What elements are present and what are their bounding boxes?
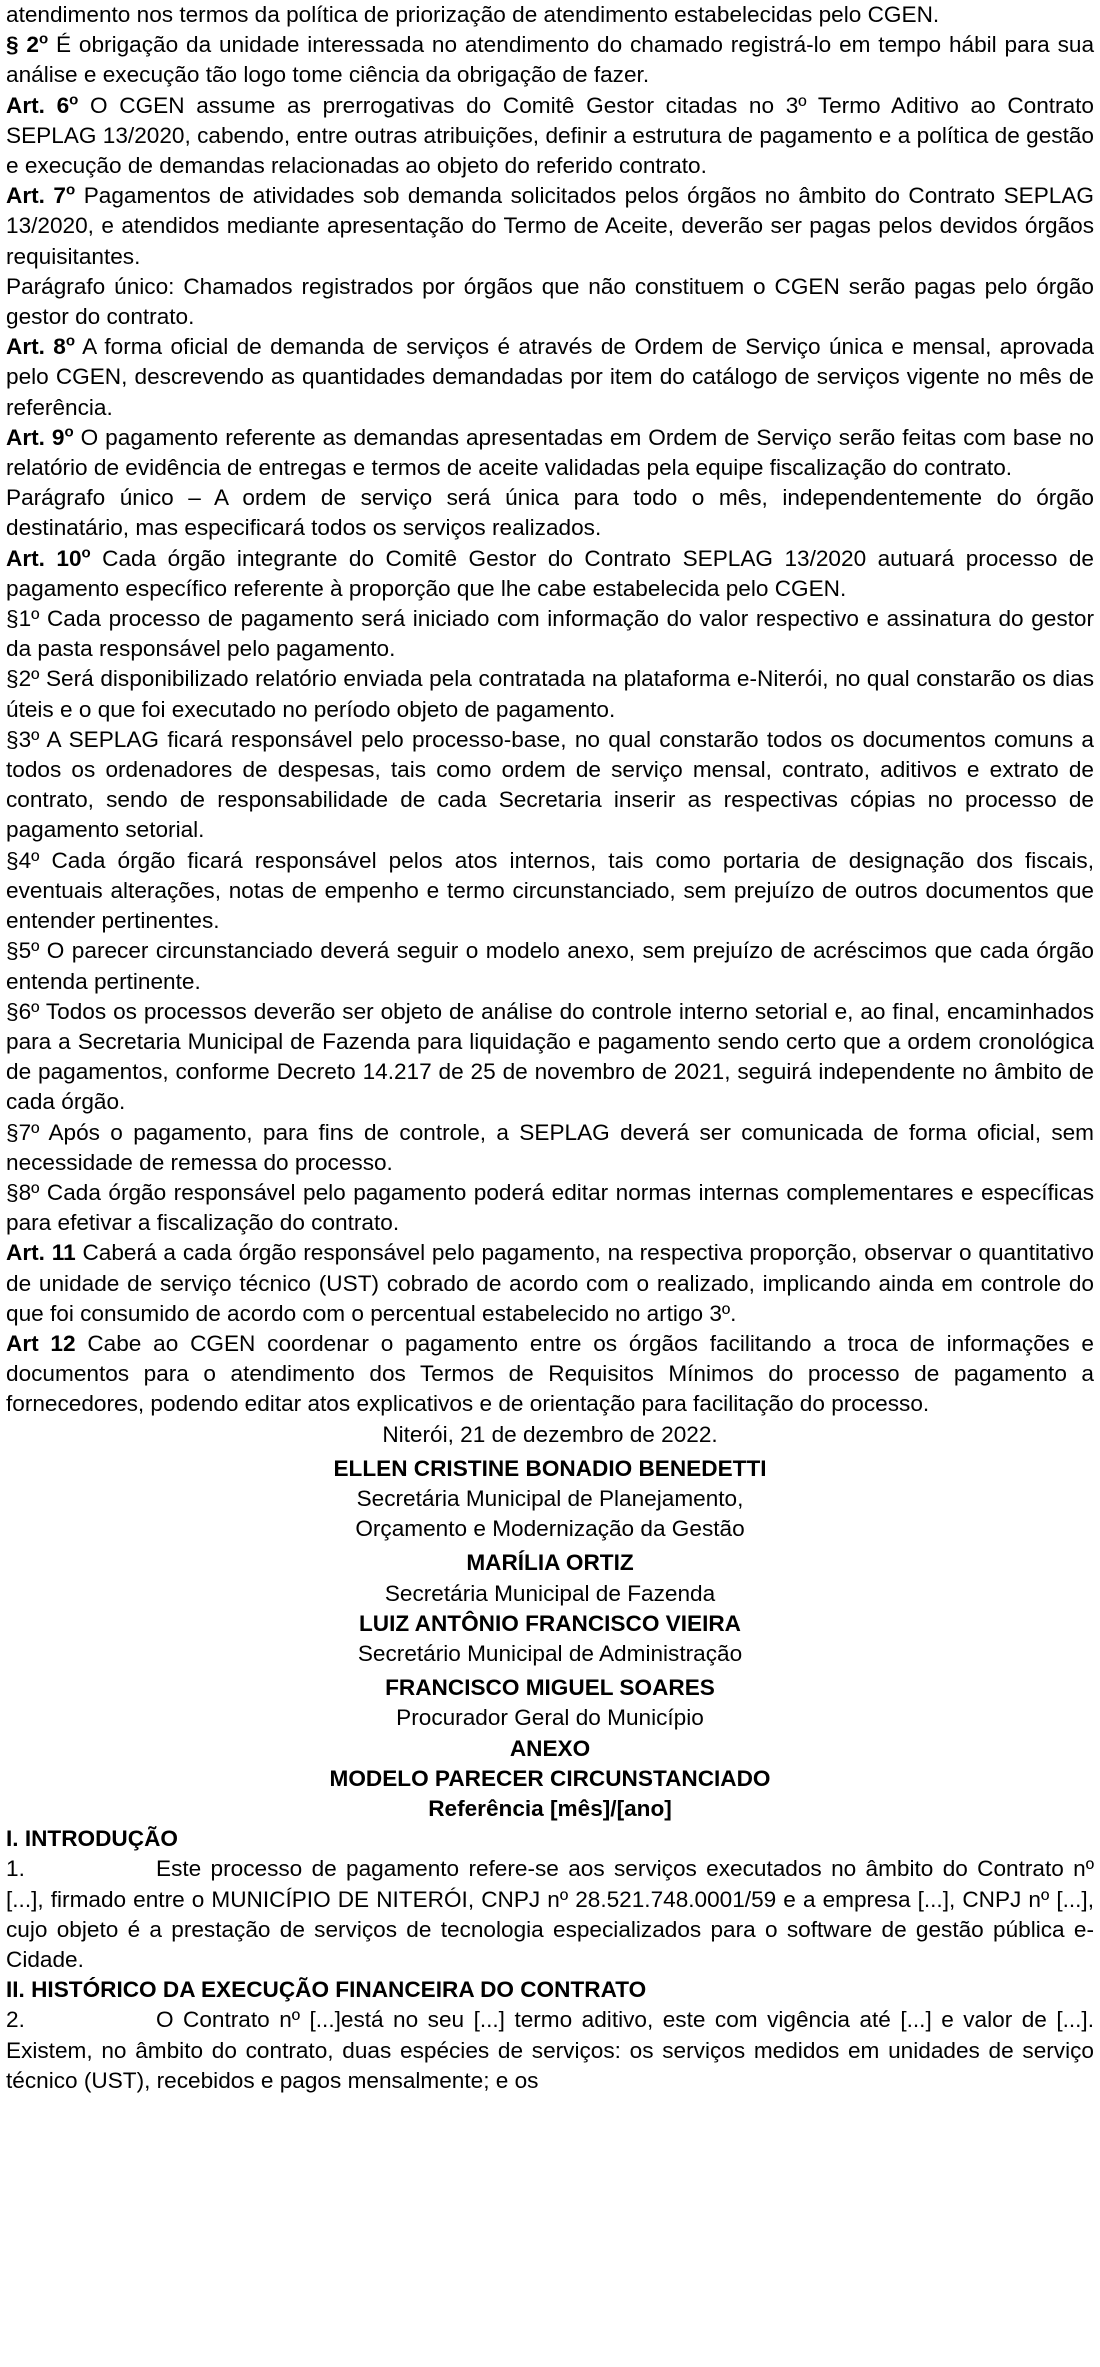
article-label: Art. 6$^o$: [6, 91, 79, 118]
article-10-paragraph-3: §3º A SEPLAG ficará responsável pelo processo-base, no qual constarão todos os documentos comuns a todos os ordenadores de despesas, tais como ordem de serviço mensal, contrato, aditivos e extrato de contrato, sendo de responsabilidade de cada Secretaria inserir as respectivas cópias no processo de pagamento setorial.: [6, 726, 1094, 843]
signatory-block: [6, 1673, 1094, 1733]
article-label: Art. 10$^o$: [6, 544, 91, 571]
section-title-financial-history: II. HISTÓRICO DA EXECUÇÃO FINANCEIRA DO CONTRATO: [6, 1977, 647, 2003]
article-7-sole-paragraph: Parágrafo único: Chamados registrados por órgãos que não constituem o CGEN serão pagas pelo órgão gestor do contrato.: [6, 273, 1094, 330]
numbered-item-2: 2. O Contrato nº [...]está no seu [...] termo aditivo, este com vigência até [...] e valor de [...]. Existem, no âmbito do contrato, duas espécies de serviços: os serviços medidos em unidades de serviço técnico (UST), recebidos e pagos mensalmente; e os: [6, 2007, 1094, 2093]
article-12: Art 12 Cabe ao CGEN coordenar o pagamento entre os órgãos facilitando a troca de informações e documentos para o atendimento dos Termos de Requisitos Mínimos do processo de pagamento a fornecedores, podendo editar atos explicativos e de orientação para facilitação do processo.: [6, 1330, 1094, 1417]
article-10-paragraph-5: §5º O parecer circunstanciado deverá seguir o modelo anexo, sem prejuízo de acréscimos que cada órgão entenda pertinente.: [6, 938, 1094, 994]
numbered-item-1: 1. Este processo de pagamento refere-se aos serviços executados no âmbito do Contrato nº [...], firmado entre o MUNICÍPIO DE NITERÓI, CNPJ nº 28.521.748.0001/59 e a empresa [...], CNPJ nº [...], cujo objeto é a prestação de serviços de tecnologia especializados para o software de gestão pública e-Cidade.: [6, 1856, 1094, 1972]
annex-title: ANEXO: [509, 1735, 591, 1761]
section-title-introduction: I. INTRODUÇÃO: [6, 1826, 178, 1852]
signatory-role: Secretário Municipal de Administração: [357, 1640, 743, 1666]
signatory-block: [6, 1609, 1094, 1669]
annex-reference: Referência [mês]/[ano]: [428, 1795, 672, 1821]
signatory-name: ELLEN CRISTINE BONADIO BENEDETTI: [333, 1455, 767, 1481]
annex-subtitle: MODELO PARECER CIRCUNSTANCIADO: [329, 1765, 771, 1791]
article-10-paragraph-6: §6º Todos os processos deverão ser objeto de análise do controle interno setorial e, ao final, encaminhados para a Secretaria Municipal de Fazenda para liquidação e pagamento sendo certo que a ordem cronológica de pagamentos, conforme Decreto 14.217 de 25 de novembro de 2021, seguirá independente no âmbito de cada órgão.: [6, 998, 1094, 1115]
article-label: Art. 8$^o$: [6, 332, 76, 360]
signatory-name: LUIZ ANTÔNIO FRANCISCO VIEIRA: [359, 1610, 741, 1636]
signatory-name: MARÍLIA ORTIZ: [466, 1550, 634, 1576]
article-label: Art. 7$^o$: [6, 181, 76, 209]
signatory-block: [6, 1454, 1094, 1545]
paragraph-label: § 2$^o$: [6, 30, 49, 58]
article-label: Art. 9$^o$: [6, 423, 74, 450]
article-7: Art. 7$^o$ Pagamentos de atividades sob demanda solicitados pelos órgãos no âmbito do Contrato SEPLAG 13/2020, e atendidos mediante apresentação do Termo de Aceite, deverão ser pagas pelos devidos órgãos requisitantes.: [6, 181, 1094, 269]
article-10-paragraph-7: §7º Após o pagamento, para fins de controle, a SEPLAG deverá ser comunicada de forma oficial, sem necessidade de remessa do processo.: [6, 1119, 1094, 1175]
item-number: 1.: [6, 1856, 25, 1882]
signatory-name: FRANCISCO MIGUEL SOARES: [385, 1675, 715, 1701]
signatory-role: Secretária Municipal de Planejamento,: [356, 1485, 744, 1511]
signatory-role: Secretária Municipal de Fazenda: [384, 1580, 716, 1606]
article-10-paragraph-1: §1º Cada processo de pagamento será iniciado com informação do valor respectivo e assinatura do gestor da pasta responsável pelo pagamento.: [6, 606, 1094, 662]
article-8: Art. 8$^o$ A forma oficial de demanda de serviços é através de Ordem de Serviço única e mensal, aprovada pelo CGEN, descrevendo as quantidades demandadas por item do catálogo de serviços vigente no mês de referência.: [6, 332, 1094, 420]
article-9: Art. 9$^o$ O pagamento referente as demandas apresentadas em Ordem de Serviço serão feitas com base no relatório de evidência de entregas e termos de aceite validadas pela equipe fiscalização do contrato.: [6, 423, 1094, 481]
article-10-paragraph-4: §4º Cada órgão ficará responsável pelos atos internos, tais como portaria de designação dos fiscais, eventuais alterações, notas de empenho e termo circunstanciado, sem prejuízo de outros documentos que entender pertinentes.: [6, 847, 1094, 934]
article-11: Art. 11 Caberá a cada órgão responsável pelo pagamento, na respectiva proporção, observar o quantitativo de unidade de serviço técnico (UST) cobrado de acordo com o realizado, implicando ainda em controle do que foi consumido de acordo com o percentual estabelecido no artigo 3º.: [6, 1240, 1094, 1326]
place-date: Niterói, 21 de dezembro de 2022.: [382, 1421, 718, 1447]
article-9-sole-paragraph: Parágrafo único – A ordem de serviço será única para todo o mês, independentemente do órgão destinatário, mas especificará todos os serviços realizados.: [6, 485, 1094, 541]
item-number: 2.: [6, 2007, 25, 2033]
paragraph-intro: atendimento nos termos da política de priorização de atendimento estabelecidas pelo CGEN.: [6, 2, 940, 27]
article-6: Art. 6$^o$ O CGEN assume as prerrogativas do Comitê Gestor citadas no 3º Termo Aditivo ao Contrato SEPLAG 13/2020, cabendo, entre outras atribuições, definir a estrutura de pagamento e a política de gestão e execução de demandas relacionadas ao objeto do referido contrato.: [6, 91, 1094, 179]
signatory-role: Procurador Geral do Município: [396, 1705, 704, 1731]
article-10-paragraph-8: §8º Cada órgão responsável pelo pagamento poderá editar normas internas complementares e específicas para efetivar a fiscalização do contrato.: [6, 1179, 1094, 1236]
signatory-block: [6, 1548, 1094, 1608]
article-label: Art 12: [6, 1330, 76, 1356]
signatory-role: Orçamento e Modernização da Gestão: [355, 1516, 745, 1542]
article-10: Art. 10$^o$ Cada órgão integrante do Comitê Gestor do Contrato SEPLAG 13/2020 autuará processo de pagamento específico referente à proporção que lhe cabe estabelecida pelo CGEN.: [6, 544, 1094, 601]
article-label: Art. 11: [6, 1240, 76, 1266]
article-10-paragraph-2: §2º Será disponibilizado relatório enviada pela contratada na plataforma e-Niterói, no qual constarão os dias úteis e o que foi executado no período objeto de pagamento.: [6, 666, 1094, 722]
paragraph-2: § 2$^o$ É obrigação da unidade interessada no atendimento do chamado registrá-lo em tempo hábil para sua análise e execução tão logo tome ciência da obrigação de fazer.: [6, 30, 1095, 88]
